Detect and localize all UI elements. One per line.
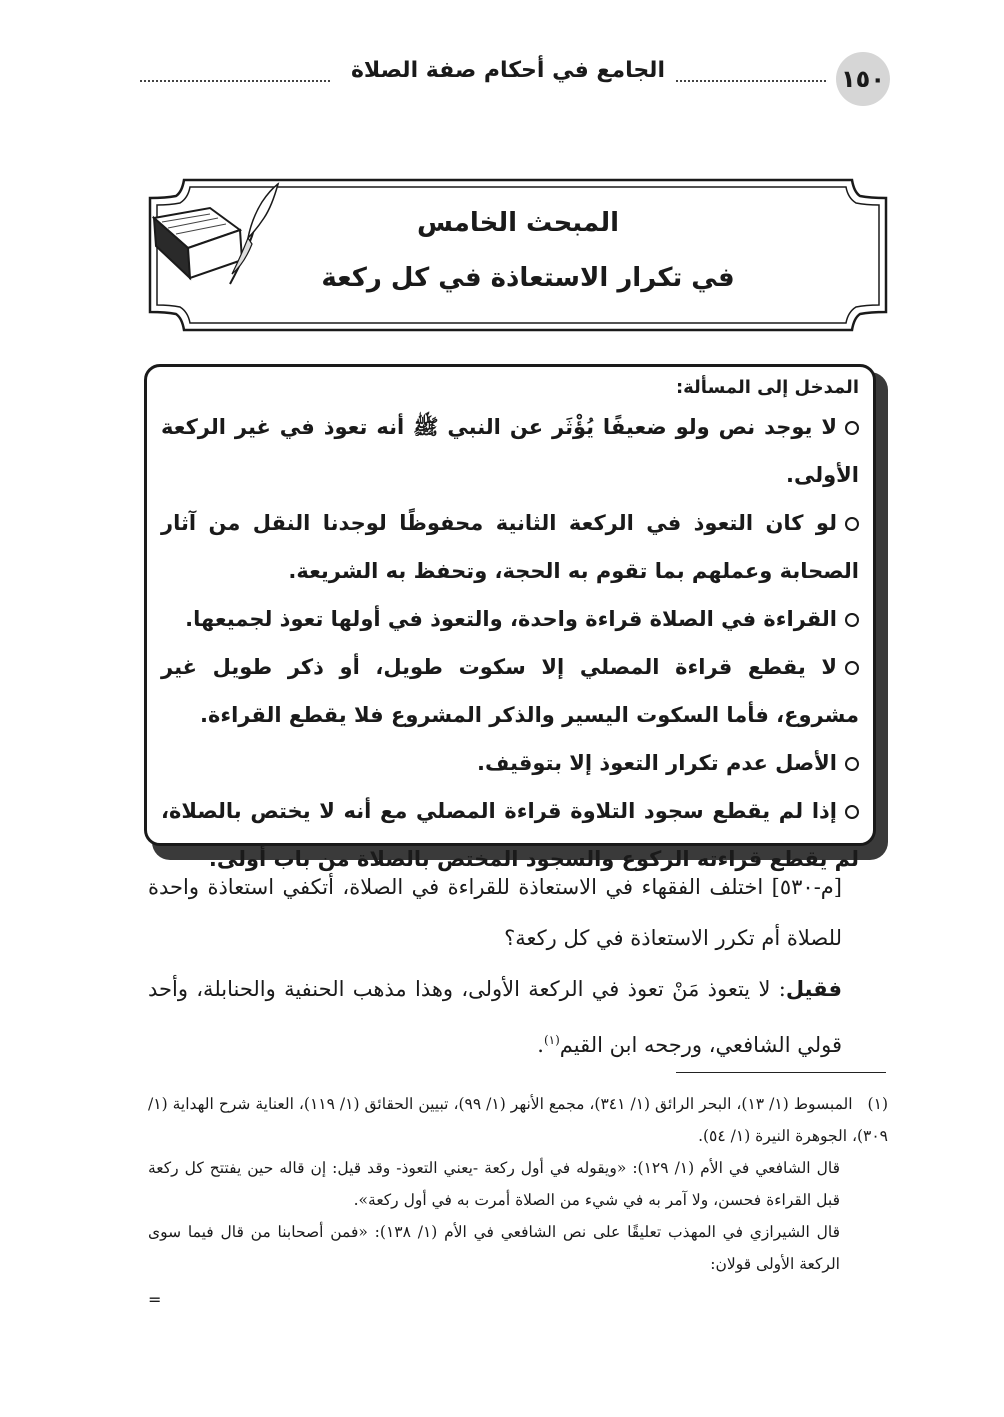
- circle-bullet-icon: [845, 661, 859, 675]
- intro-item: [161, 403, 859, 499]
- footnote-line: [148, 1088, 888, 1152]
- intro-item: [161, 643, 859, 739]
- body-paragraph: [م-٥٣٠] اختلف الفقهاء في الاستعاذة للقراءة في الصلاة، أتكفي استعاذة واحدة للصلاة أم تكرر الاستعاذة في كل ركعة؟: [148, 875, 842, 950]
- intro-item-text: الأصل عدم تكرار التعوذ إلا بتوقيف.: [477, 751, 837, 775]
- footnote-quote: قال الشافعي في الأم (١/ ١٢٩): «ويقوله في أول ركعة -يعني التعوذ- وقد قيل: إن قاله حين يفتتح كل ركعة قبل القراءة فحسن، ولا آمر به في شيء من الصلاة أمرت به في أول ركعة».: [148, 1159, 840, 1209]
- footnote-number: (١): [867, 1095, 888, 1113]
- sentence-end: .: [537, 1033, 544, 1057]
- page-number: ١٥٠: [836, 52, 890, 106]
- intro-item-text: لا يوجد نص ولو ضعيفًا يُؤْثَر عن النبي ﷺ أنه تعوذ في غير الركعة الأولى.: [161, 415, 859, 487]
- continuation-mark: =: [148, 1290, 162, 1309]
- intro-item: [161, 499, 859, 595]
- footnote-ref[interactable]: (١): [543, 1033, 560, 1047]
- running-title: الجامع في أحكام صفة الصلاة: [350, 58, 665, 83]
- opinion-lead: فقيل: [785, 977, 842, 1001]
- circle-bullet-icon: [845, 757, 859, 771]
- chapter-title-frame: [148, 178, 888, 332]
- body-text: [148, 862, 888, 1071]
- intro-box: [144, 364, 876, 871]
- intro-item-text: لا يقطع قراءة المصلي إلا سكوت طويل، أو ذكر طويل غير مشروع، فأما السكوت اليسير والذكر المشروع فلا يقطع القراءة.: [161, 655, 859, 727]
- book-quill-icon: [148, 178, 288, 298]
- intro-heading: المدخل إلى المسألة:: [675, 377, 859, 398]
- intro-item-text: لو كان التعوذ في الركعة الثانية محفوظًا لوجدنا النقل من آثار الصحابة وعملهم بما تقوم به الحجة، وتحفظ به الشريعة.: [161, 511, 859, 583]
- intro-item-text: القراءة في الصلاة قراءة واحدة، والتعوذ في أولها تعوذ لجميعها.: [185, 607, 837, 631]
- intro-item: [161, 739, 859, 787]
- circle-bullet-icon: [845, 517, 859, 531]
- footnotes: [148, 1088, 888, 1280]
- footnote-separator: [676, 1072, 886, 1073]
- header-dots-left: [140, 80, 330, 82]
- chapter-subtitle: في تكرار الاستعاذة في كل ركعة: [321, 263, 735, 293]
- opinion-text: : لا يتعوذ مَنْ تعوذ في الركعة الأولى، وهذا مذهب الحنفية والحنابلة، وأحد قولي الشافعي، ورجحه ابن القيم: [148, 977, 842, 1057]
- intro-item-text: إذا لم يقطع سجود التلاوة قراءة المصلي مع أنه لا يختص بالصلاة، لم يقطع قراءته الركوع والسجود المختص بالصلاة من باب أولى.: [161, 799, 859, 871]
- header-dots-right: [676, 80, 826, 82]
- circle-bullet-icon: [845, 805, 859, 819]
- circle-bullet-icon: [845, 421, 859, 435]
- chapter-title: المبحث الخامس: [416, 208, 620, 238]
- body-paragraph: [148, 964, 888, 1071]
- footnote-quote: قال الشيرازي في المهذب تعليقًا على نص الشافعي في الأم (١/ ١٣٨): «فمن أصحابنا من قال فيما سوى الركعة الأولى قولان:: [148, 1223, 840, 1273]
- circle-bullet-icon: [845, 613, 859, 627]
- footnote-text: المبسوط (١/ ١٣)، البحر الرائق (١/ ٣٤١)، مجمع الأنهر (١/ ٩٩)، تبيين الحقائق (١/ ١١٩)، العناية شرح الهداية (١/ ٣٠٩)، الجوهرة النيرة (١/ ٥٤).: [148, 1095, 888, 1145]
- page-header: [140, 44, 890, 104]
- intro-item: [161, 595, 859, 643]
